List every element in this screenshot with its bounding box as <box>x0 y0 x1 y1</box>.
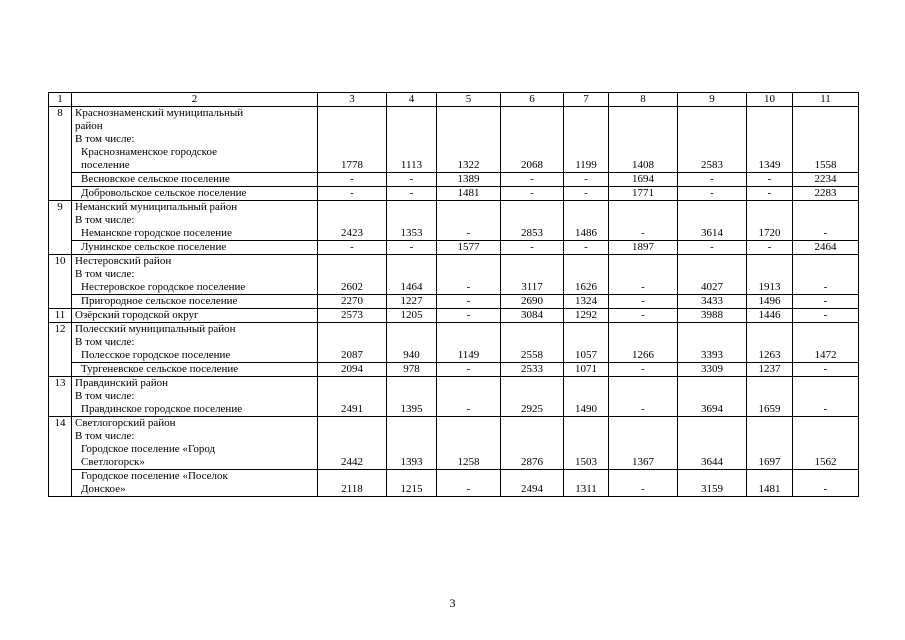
settlement-label: Неманское городское поселение <box>81 227 232 239</box>
value-cell: 2283 <box>793 187 859 201</box>
value-cell: 1149 <box>437 323 501 363</box>
header-cell: 7 <box>564 93 609 107</box>
value-cell: 1389 <box>437 173 501 187</box>
value-cell: 1395 <box>387 377 437 417</box>
header-cell: 1 <box>49 93 72 107</box>
district-label: В том числе: <box>75 336 135 348</box>
value-cell: 2583 <box>678 107 747 173</box>
district-label: В том числе: <box>75 133 135 145</box>
value-cell: - <box>609 363 678 377</box>
value-cell: 1659 <box>747 377 793 417</box>
settlement-label: Тургеневское сельское поселение <box>81 363 239 375</box>
value-cell: - <box>387 173 437 187</box>
value-cell: 1353 <box>387 201 437 241</box>
header-cell: 9 <box>678 93 747 107</box>
value-cell: 3644 <box>678 417 747 470</box>
table-row <box>49 295 859 309</box>
value-cell: 3084 <box>501 309 564 323</box>
row-number: 13 <box>49 377 72 417</box>
value-cell: 1913 <box>747 255 793 295</box>
value-cell: 2464 <box>793 241 859 255</box>
table-row <box>49 241 859 255</box>
settlement-label: Пригородное сельское поселение <box>81 295 238 307</box>
value-cell: 1486 <box>564 201 609 241</box>
value-cell: 2925 <box>501 377 564 417</box>
value-cell: 1558 <box>793 107 859 173</box>
value-cell: 2602 <box>318 255 387 295</box>
value-cell: 1694 <box>609 173 678 187</box>
value-cell: 2087 <box>318 323 387 363</box>
district-label: Краснознаменский муниципальный <box>75 107 244 119</box>
table-row <box>49 107 859 173</box>
value-cell: - <box>564 241 609 255</box>
value-cell: - <box>793 309 859 323</box>
value-cell: 1626 <box>564 255 609 295</box>
value-cell: - <box>609 255 678 295</box>
value-cell: - <box>437 363 501 377</box>
settlement-name-cell <box>72 107 318 173</box>
value-cell: - <box>609 201 678 241</box>
settlement-label: поселение <box>81 159 130 171</box>
value-cell: 2876 <box>501 417 564 470</box>
settlement-name-cell <box>72 295 318 309</box>
table-row <box>49 323 859 363</box>
value-cell: - <box>501 187 564 201</box>
settlement-name-cell <box>72 173 318 187</box>
value-cell: 1266 <box>609 323 678 363</box>
row-number: 10 <box>49 255 72 309</box>
settlement-label: Озёрский городской округ <box>75 309 199 321</box>
table-row <box>49 417 859 470</box>
value-cell: 1393 <box>387 417 437 470</box>
settlement-name-cell <box>72 363 318 377</box>
value-cell: 1349 <box>747 107 793 173</box>
row-number: 9 <box>49 201 72 255</box>
value-cell: - <box>793 295 859 309</box>
value-cell: - <box>501 173 564 187</box>
settlement-label: Донское» <box>81 483 126 495</box>
value-cell: - <box>747 187 793 201</box>
value-cell: 1258 <box>437 417 501 470</box>
value-cell: - <box>437 470 501 497</box>
value-cell: - <box>793 377 859 417</box>
table-row <box>49 201 859 241</box>
page-number: 3 <box>449 596 456 610</box>
value-cell: - <box>437 295 501 309</box>
row-number: 11 <box>49 309 72 323</box>
value-cell: 1408 <box>609 107 678 173</box>
table-row <box>49 470 859 497</box>
header-cell: 5 <box>437 93 501 107</box>
value-cell: 1446 <box>747 309 793 323</box>
header-cell: 4 <box>387 93 437 107</box>
value-cell: 1697 <box>747 417 793 470</box>
value-cell: 3117 <box>501 255 564 295</box>
value-cell: - <box>387 187 437 201</box>
district-label: В том числе: <box>75 390 135 402</box>
value-cell: - <box>609 470 678 497</box>
settlement-name-cell <box>72 417 318 470</box>
value-cell: - <box>564 187 609 201</box>
value-cell: 1263 <box>747 323 793 363</box>
value-cell: 1205 <box>387 309 437 323</box>
value-cell: - <box>609 377 678 417</box>
row-number: 14 <box>49 417 72 497</box>
value-cell: - <box>678 187 747 201</box>
value-cell: 1237 <box>747 363 793 377</box>
settlement-name-cell <box>72 187 318 201</box>
value-cell: 1503 <box>564 417 609 470</box>
value-cell: 1481 <box>747 470 793 497</box>
value-cell: 1367 <box>609 417 678 470</box>
value-cell: - <box>793 255 859 295</box>
value-cell: 1720 <box>747 201 793 241</box>
table-row <box>49 377 859 417</box>
settlement-name-cell <box>72 377 318 417</box>
settlement-label: Лунинское сельское поселение <box>81 241 227 253</box>
value-cell: 2533 <box>501 363 564 377</box>
value-cell: 1490 <box>564 377 609 417</box>
header-cell: 2 <box>72 93 318 107</box>
value-cell: 1496 <box>747 295 793 309</box>
value-cell: 2068 <box>501 107 564 173</box>
value-cell: 1071 <box>564 363 609 377</box>
settlement-label: Правдинское городское поселение <box>81 403 243 415</box>
value-cell: - <box>793 201 859 241</box>
value-cell: 2423 <box>318 201 387 241</box>
value-cell: 1481 <box>437 187 501 201</box>
value-cell: 3309 <box>678 363 747 377</box>
settlement-name-cell <box>72 255 318 295</box>
value-cell: 3988 <box>678 309 747 323</box>
settlement-label: Нестеровское городское поселение <box>81 281 246 293</box>
value-cell: 3433 <box>678 295 747 309</box>
header-cell: 8 <box>609 93 678 107</box>
district-label: В том числе: <box>75 268 135 280</box>
settlement-label: Городское поселение «Поселок <box>81 470 228 482</box>
settlement-name-cell <box>72 309 318 323</box>
district-label: В том числе: <box>75 214 135 226</box>
value-cell: 1199 <box>564 107 609 173</box>
value-cell: 1227 <box>387 295 437 309</box>
settlement-label: Полесское городское поселение <box>81 349 231 361</box>
value-cell: 1215 <box>387 470 437 497</box>
value-cell: - <box>609 295 678 309</box>
district-label: район <box>75 120 103 132</box>
value-cell: 1562 <box>793 417 859 470</box>
data-table <box>48 92 859 497</box>
value-cell: - <box>318 173 387 187</box>
value-cell: 3694 <box>678 377 747 417</box>
header-cell: 6 <box>501 93 564 107</box>
table-row <box>49 363 859 377</box>
value-cell: 1897 <box>609 241 678 255</box>
table-row <box>49 187 859 201</box>
header-cell: 10 <box>747 93 793 107</box>
value-cell: - <box>501 241 564 255</box>
value-cell: - <box>437 309 501 323</box>
value-cell: 2270 <box>318 295 387 309</box>
row-number: 12 <box>49 323 72 377</box>
district-label: Полесский муниципальный район <box>75 323 236 335</box>
value-cell: 1292 <box>564 309 609 323</box>
header-row <box>49 93 859 107</box>
value-cell: - <box>747 241 793 255</box>
value-cell: 4027 <box>678 255 747 295</box>
value-cell: 1472 <box>793 323 859 363</box>
value-cell: 3614 <box>678 201 747 241</box>
value-cell: 2234 <box>793 173 859 187</box>
settlement-name-cell <box>72 323 318 363</box>
district-label: Светлогорский район <box>75 417 176 429</box>
value-cell: - <box>609 309 678 323</box>
value-cell: 1778 <box>318 107 387 173</box>
settlement-label: Краснознаменское городское <box>81 146 217 158</box>
header-cell: 3 <box>318 93 387 107</box>
value-cell: - <box>793 470 859 497</box>
value-cell: 1464 <box>387 255 437 295</box>
value-cell: - <box>318 241 387 255</box>
settlement-label: Светлогорск» <box>81 456 145 468</box>
value-cell: 1311 <box>564 470 609 497</box>
table-row <box>49 309 859 323</box>
header-cell: 11 <box>793 93 859 107</box>
settlement-label: Добровольское сельское поселение <box>81 187 247 199</box>
table-row <box>49 173 859 187</box>
value-cell: - <box>437 201 501 241</box>
value-cell: - <box>437 255 501 295</box>
value-cell: 978 <box>387 363 437 377</box>
value-cell: 3159 <box>678 470 747 497</box>
value-cell: - <box>793 363 859 377</box>
value-cell: 2494 <box>501 470 564 497</box>
value-cell: - <box>678 173 747 187</box>
district-label: В том числе: <box>75 430 135 442</box>
value-cell: 940 <box>387 323 437 363</box>
district-label: Правдинский район <box>75 377 169 389</box>
value-cell: 1113 <box>387 107 437 173</box>
value-cell: 1057 <box>564 323 609 363</box>
settlement-name-cell <box>72 470 318 497</box>
value-cell: 2690 <box>501 295 564 309</box>
value-cell: - <box>437 377 501 417</box>
value-cell: 2118 <box>318 470 387 497</box>
value-cell: 2442 <box>318 417 387 470</box>
settlement-label: Весновское сельское поселение <box>81 173 230 185</box>
settlement-name-cell <box>72 201 318 241</box>
district-label: Неманский муниципальный район <box>75 201 238 213</box>
value-cell: 2491 <box>318 377 387 417</box>
value-cell: 2573 <box>318 309 387 323</box>
value-cell: 1322 <box>437 107 501 173</box>
value-cell: 2094 <box>318 363 387 377</box>
district-label: Нестеровский район <box>75 255 172 267</box>
value-cell: - <box>678 241 747 255</box>
value-cell: - <box>747 173 793 187</box>
settlement-label: Городское поселение «Город <box>81 443 216 455</box>
value-cell: - <box>318 187 387 201</box>
value-cell: 1771 <box>609 187 678 201</box>
value-cell: - <box>387 241 437 255</box>
value-cell: 2853 <box>501 201 564 241</box>
settlement-name-cell <box>72 241 318 255</box>
value-cell: 1577 <box>437 241 501 255</box>
row-number: 8 <box>49 107 72 201</box>
value-cell: 2558 <box>501 323 564 363</box>
value-cell: - <box>564 173 609 187</box>
value-cell: 1324 <box>564 295 609 309</box>
table-row <box>49 255 859 295</box>
value-cell: 3393 <box>678 323 747 363</box>
